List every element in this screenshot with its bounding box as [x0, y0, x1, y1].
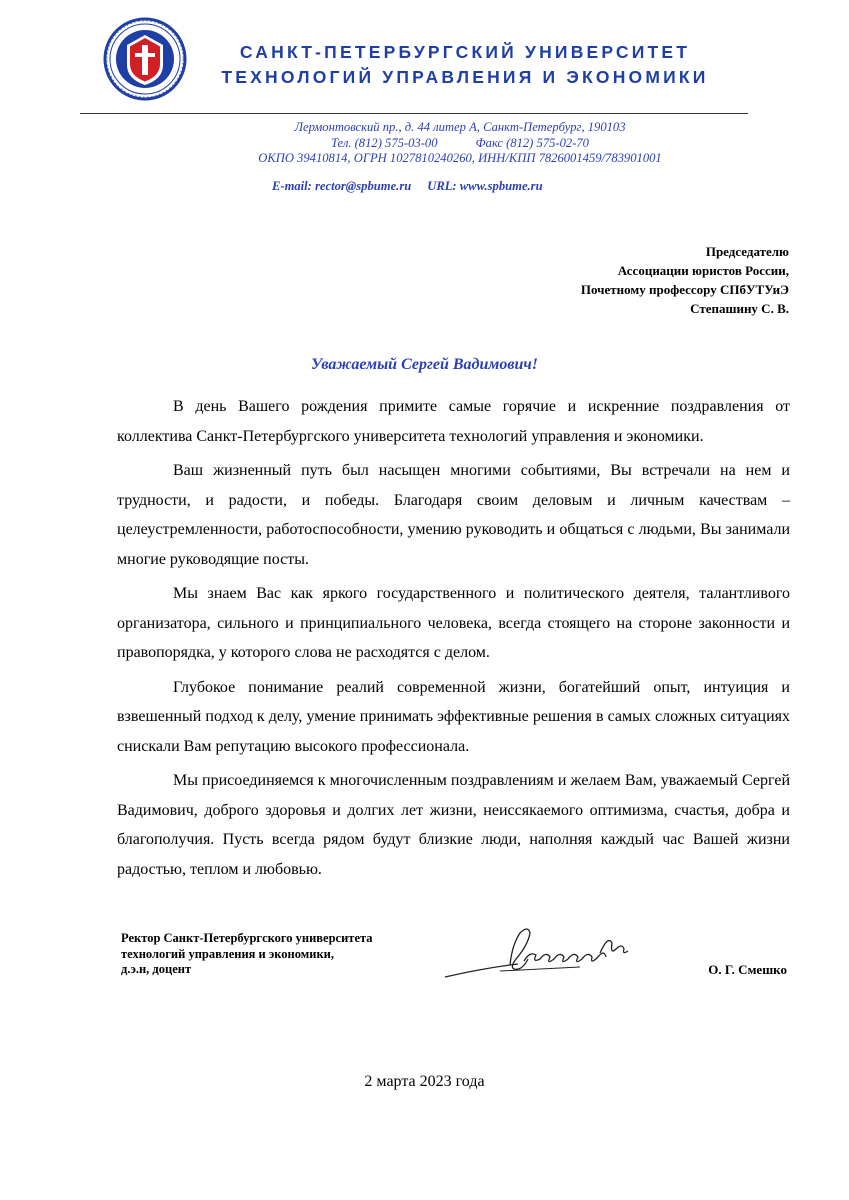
addressee-block: [581, 242, 789, 318]
signer-position-line1: Ректор Санкт-Петербургского университета: [121, 931, 373, 945]
addressee-line2: Ассоциации юристов России,: [617, 263, 789, 278]
contact-info: [150, 120, 770, 194]
addressee-line1: Председателю: [705, 244, 789, 259]
signer-position-line3: д.э.н, доцент: [121, 962, 192, 976]
web-contacts: [150, 179, 770, 195]
addressee-line4: Степашину С. В.: [690, 301, 789, 316]
phone: Тел. (812) 575-03-00: [331, 135, 438, 150]
university-name: [200, 40, 730, 90]
addressee-line3: Почетному профессору СПбУТУиЭ: [580, 282, 789, 297]
registration-codes: ОКПО 39410814, ОГРН 1027810240260, ИНН/КПП 7826001459/783901001: [258, 151, 662, 165]
paragraph: В день Вашего рождения примите самые горячие и искренние поздравления от коллектива Санкт-Петербургского университета технологий управления и экономики.: [117, 398, 790, 445]
paragraph: Мы знаем Вас как яркого государственного и политического деятеля, талантливого организатора, сильного и принципиального человека, всегда стоящего на стороне законности и правопорядка, у которого слова не расходятся с делом.: [117, 585, 790, 661]
letterhead-divider: [80, 113, 748, 114]
paragraph: Глубокое понимание реалий современной жизни, богатейший опыт, интуиция и взвешенный подход к делу, умение принимать эффективные решения в самых сложных ситуациях снискали Вам репутацию высокого профессионала.: [117, 678, 790, 755]
website-url: URL: www.spbume.ru: [427, 178, 543, 193]
paragraph: Ваш жизненный путь был насыщен многими событиями, Вы встречали на нем и трудности, и радости, и победы. Благодаря своим деловым и личным качествам – целеустремленности, работоспособности, умению руководить и общаться с людьми, Вы занимали многие руководящие посты.: [117, 462, 790, 568]
letter-date: 2 марта 2023 года: [364, 1073, 485, 1090]
university-name-line1: САНКТ-ПЕТЕРБУРГСКИЙ УНИВЕРСИТЕТ: [239, 42, 691, 62]
university-logo: [103, 17, 187, 101]
signer-name: О. Г. Смешко: [708, 962, 787, 977]
signer-position-line2: технологий управления и экономики,: [121, 946, 335, 961]
salutation: Уважаемый Сергей Вадимович!: [310, 356, 539, 373]
handwritten-signature: [440, 925, 640, 983]
phone-fax-line: [150, 136, 770, 152]
letter-body: [117, 392, 790, 889]
address: Лермонтовский пр., д. 44 литер А, Санкт-Петербург, 190103: [294, 120, 626, 134]
paragraph: Мы присоединяемся к многочисленным поздравлениям и желаем Вам, уважаемый Сергей Вадимович, доброго здоровья и долгих лет жизни, неиссякаемого оптимизма, счастья, добра и благополучия. Пусть всегда рядом будут близкие люди, наполняя каждый час Вашей жизни радостью, теплом и любовью.: [117, 772, 790, 878]
email: E-mail: rector@spbume.ru: [272, 178, 412, 193]
signer-position: [121, 931, 373, 978]
fax: Факс (812) 575-02-70: [475, 135, 589, 150]
university-name-line2: ТЕХНОЛОГИЙ УПРАВЛЕНИЯ И ЭКОНОМИКИ: [221, 67, 709, 87]
